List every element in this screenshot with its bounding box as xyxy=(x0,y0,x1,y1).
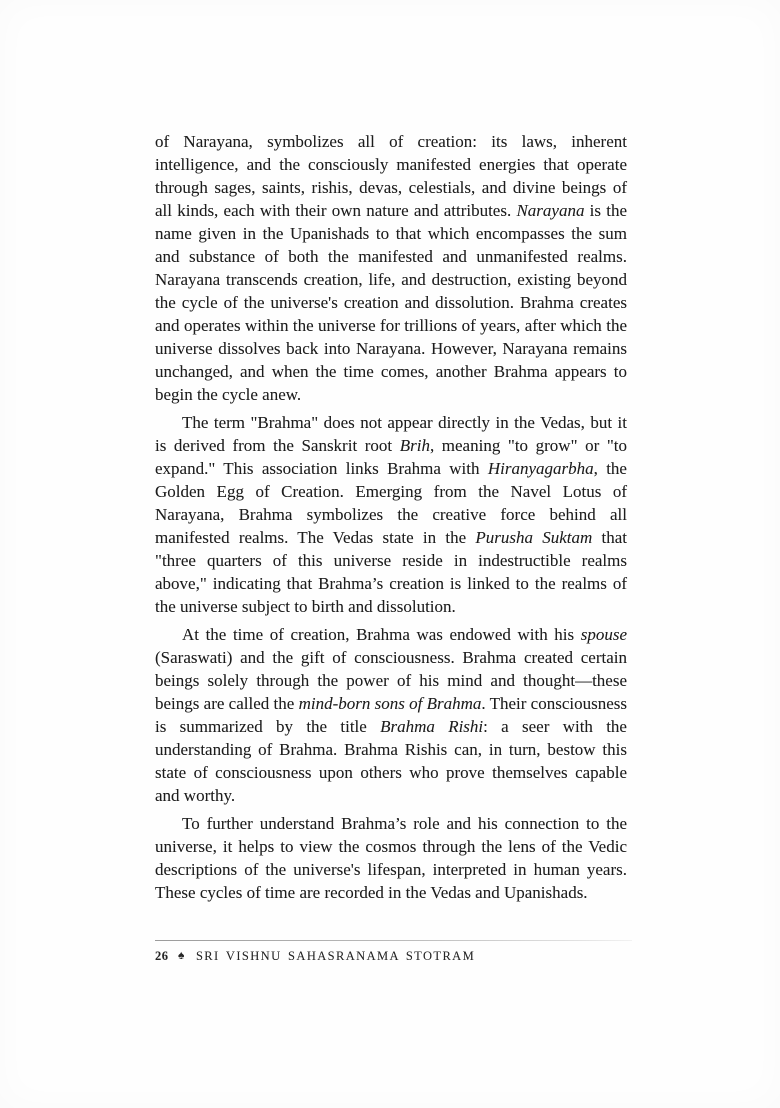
text-run: The term "Brahma" does not appear directly in the Vedas, but it is derived from the Sanskrit root xyxy=(155,413,627,455)
footer-rule xyxy=(155,940,632,941)
body-text xyxy=(155,130,627,909)
text-run: is the name given in the Upanishads to that which encompasses the sum and substance of both the manifested and unmanifested realms. Narayana transcends creation, life, and destruction, existing beyond the cycle of the universe's creation and dissolution. Brahma creates and operates within the universe for trillions of years, after which the universe dissolves back into Narayana. However, Narayana remains unchanged, and when the time comes, another Brahma appears to begin the cycle anew. xyxy=(155,201,627,404)
text-run: , meaning "to grow" or "to expand." This association links Brahma with xyxy=(155,436,627,478)
paragraph xyxy=(155,812,627,904)
italic-text: mind-born sons of Brahma xyxy=(298,694,482,713)
text-run: that "three quarters of this universe reside in indestructible realms above," indicating that Brahma’s creation is linked to the realms of the universe subject to birth and dissolution. xyxy=(155,528,627,616)
text-run: : a seer with the understanding of Brahma. Brahma Rishis can, in turn, bestow this state of consciousness upon others who prove themselves capable and worthy. xyxy=(155,717,627,805)
italic-text: Purusha Suktam xyxy=(475,528,593,547)
page-number: 26 xyxy=(155,949,169,963)
text-run: of Narayana, symbolizes all of creation: its laws, inherent intelligence, and the consciously manifested energies that operate through sages, saints, rishis, devas, celestials, and divine beings of all kinds, each with their own nature and attributes. xyxy=(155,132,627,220)
spade-ornament-icon: ♠ xyxy=(178,948,185,962)
paragraph xyxy=(155,411,627,618)
italic-text: Brahma Rishi xyxy=(380,717,484,736)
footer xyxy=(155,949,632,964)
paragraph xyxy=(155,623,627,807)
italic-text: Brih xyxy=(399,436,430,455)
italic-text: Narayana xyxy=(516,201,585,220)
italic-text: Hiranyagarbha xyxy=(487,459,594,478)
text-run: , the Golden Egg of Creation. Emerging from the Navel Lotus of Narayana, Brahma symbolizes the creative force behind all manifested realms. The Vedas state in the xyxy=(155,459,627,547)
italic-text: spouse xyxy=(580,625,627,644)
book-title: SRI VISHNU SAHASRANAMA STOTRAM xyxy=(195,949,476,963)
paragraph xyxy=(155,130,627,406)
text-run: . Their consciousness is summarized by the title xyxy=(155,694,627,736)
text-run: (Saraswati) and the gift of consciousness. Brahma created certain beings solely through the power of his mind and thought—these beings are called the xyxy=(155,648,627,713)
text-run: At the time of creation, Brahma was endowed with his xyxy=(182,625,581,644)
text-run: To further understand Brahma’s role and his connection to the universe, it helps to view the cosmos through the lens of the Vedic descriptions of the universe's lifespan, interpreted in human years. These cycles of time are recorded in the Vedas and Upanishads. xyxy=(155,814,627,902)
